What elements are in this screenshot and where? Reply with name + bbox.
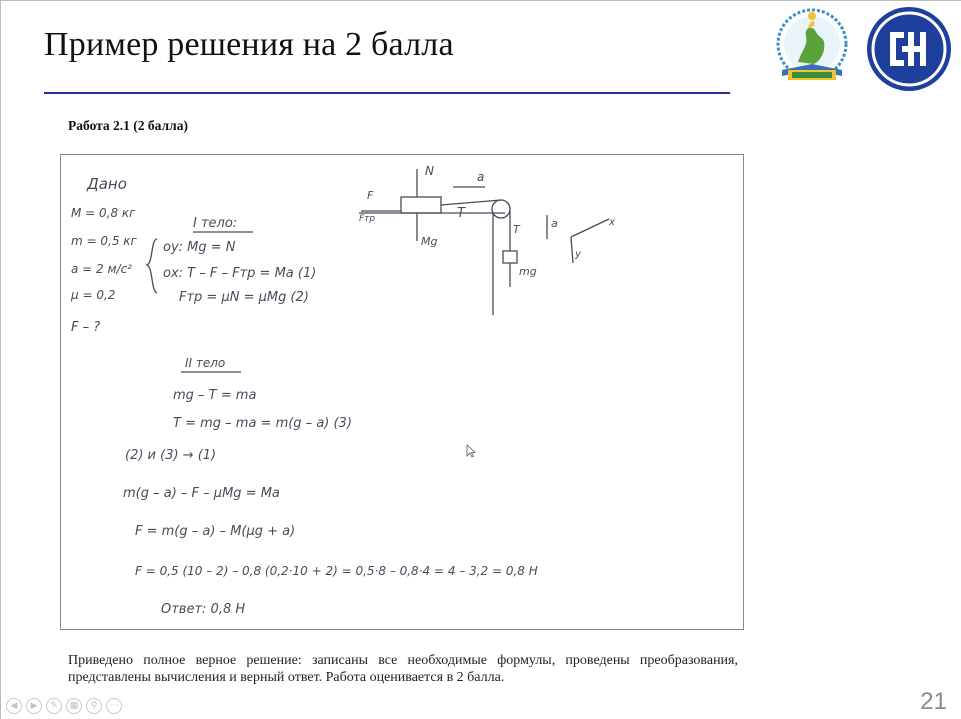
- svg-text:a: a: [477, 170, 485, 184]
- svg-text:mg: mg: [519, 265, 537, 278]
- body1-eq: Fтр = μN = μMg (2): [179, 290, 309, 305]
- given-line: a = 2 м/с²: [71, 262, 132, 276]
- body1-eq: oy: Mg = N: [163, 240, 236, 255]
- zoom-icon[interactable]: ⚲: [86, 698, 102, 714]
- slide-caption: Приведено полное верное решение: записаны все необходимые формулы, проведены преобразования, представлены вычисления и верный ответ. Работа оценивается в 2 балла.: [68, 653, 738, 685]
- university-logo: [866, 6, 952, 92]
- handwriting-canvas: [61, 155, 745, 631]
- given-line: m = 0,5 кг: [71, 234, 137, 248]
- body1-title: I тело:: [193, 216, 238, 231]
- svg-text:T: T: [513, 223, 520, 236]
- mouse-pointer-icon: [466, 444, 476, 458]
- given-title: Дано: [87, 175, 127, 193]
- svg-text:Fтр: Fтр: [359, 214, 376, 224]
- svg-text:N: N: [425, 164, 434, 178]
- body2-title: II тело: [185, 356, 226, 370]
- previous-slide-icon[interactable]: ◀: [6, 698, 22, 714]
- next-slide-icon[interactable]: ▶: [26, 698, 42, 714]
- svg-text:F: F: [367, 189, 374, 202]
- solution-step: F = m(g – a) – M(μg + a): [135, 524, 296, 539]
- system-brace: [147, 239, 157, 293]
- work-label: Работа 2.1 (2 балла): [68, 118, 188, 133]
- pen-icon[interactable]: ✎: [46, 698, 62, 714]
- answer: Ответ: 0,8 Н: [161, 602, 246, 617]
- given-unknown: F – ?: [71, 320, 101, 335]
- force-diagram: [359, 164, 615, 315]
- slide-border-left: [0, 0, 1, 719]
- see-all-slides-icon[interactable]: ▦: [66, 698, 82, 714]
- svg-text:x: x: [609, 217, 615, 228]
- given-line: μ = 0,2: [71, 288, 116, 302]
- svg-text:y: y: [575, 249, 581, 260]
- slide-title: Пример решения на 2 балла: [44, 26, 454, 63]
- body1-eq: ox: T – F – Fтр = Ma (1): [163, 266, 317, 281]
- slide-border-top: [0, 0, 961, 1]
- bripkro-logo: [768, 6, 856, 86]
- svg-text:Mg: Mg: [421, 235, 438, 248]
- page-number: 21: [920, 688, 947, 715]
- slideshow-toolbar: [6, 698, 122, 714]
- solution-step: F = 0,5 (10 – 2) – 0,8 (0,2·10 + 2) = 0,5·8 – 0,8·4 = 4 – 3,2 = 0,8 Н: [135, 564, 538, 578]
- body2-eq: mg – T = ma: [173, 388, 257, 403]
- solution-step: m(g – a) – F – μMg = Ma: [123, 486, 280, 501]
- svg-text:T: T: [457, 206, 465, 221]
- svg-text:a: a: [551, 217, 558, 230]
- body2-eq: T = mg – ma = m(g – a) (3): [173, 416, 352, 431]
- given-line: M = 0,8 кг: [71, 206, 136, 220]
- solution-step: (2) и (3) → (1): [125, 448, 217, 463]
- title-underline: [44, 92, 730, 94]
- handwritten-solution-scan: [60, 154, 744, 630]
- more-options-icon[interactable]: ⋯: [106, 698, 122, 714]
